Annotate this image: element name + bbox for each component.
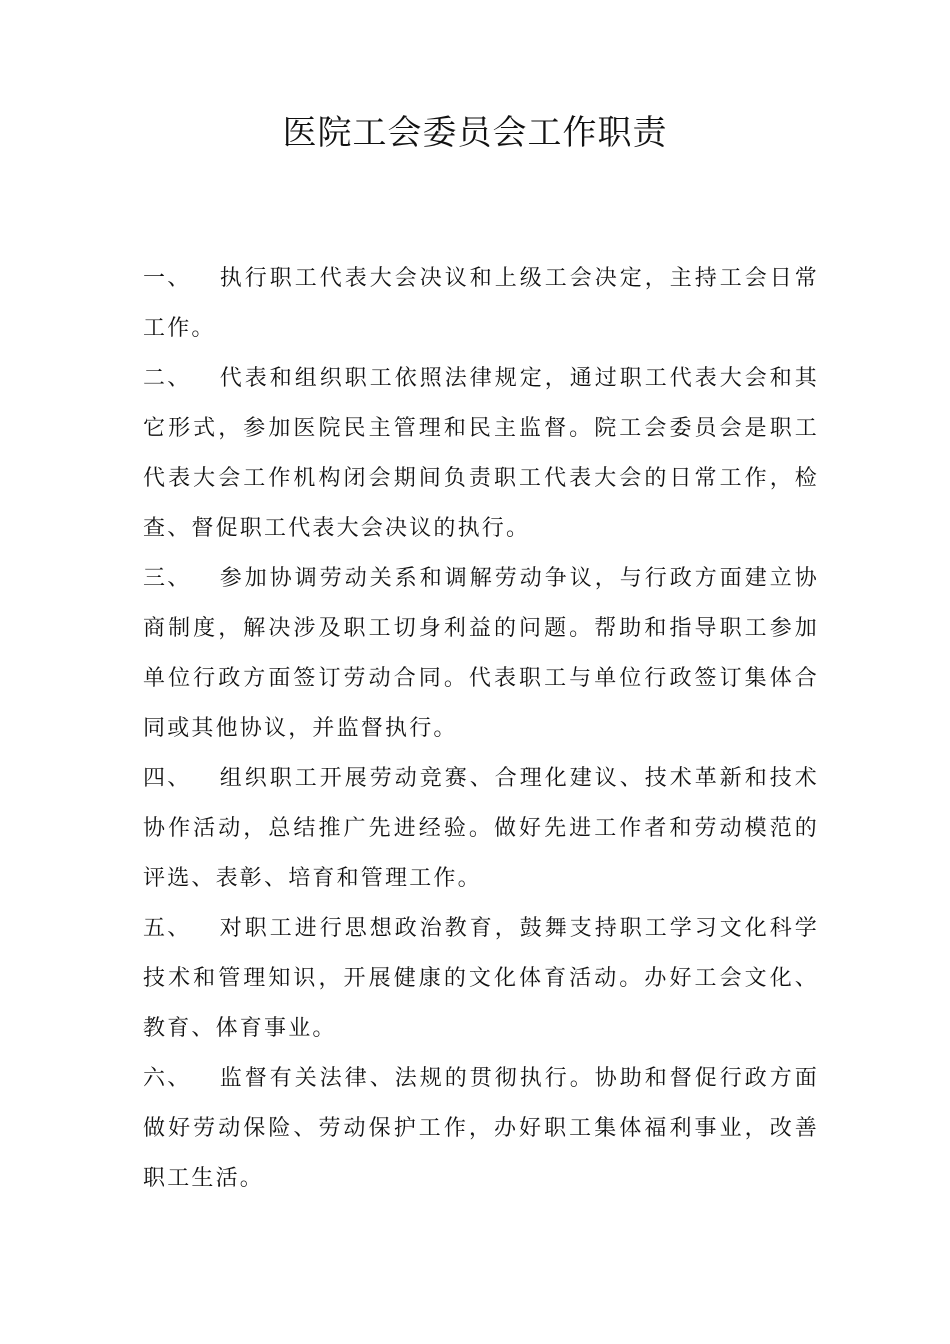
duty-number: 五、 bbox=[143, 916, 192, 941]
duty-text: 对职工进行思想政治教育，鼓舞支持职工学习文化科学技术和管理知识，开展健康的文化体育活动。办好工会文化、教育、体育事业。 bbox=[143, 916, 819, 1041]
page-title: 医院工会委员会工作职责 bbox=[282, 113, 668, 153]
duty-item-6 bbox=[143, 1054, 819, 1204]
duty-text: 组织职工开展劳动竞赛、合理化建议、技术革新和技术协作活动，总结推广先进经验。做好先进工作者和劳动模范的评选、表彰、培育和管理工作。 bbox=[143, 766, 819, 891]
duty-item-3 bbox=[143, 554, 819, 754]
duty-number: 一、 bbox=[143, 266, 192, 291]
duty-text: 代表和组织职工依照法律规定，通过职工代表大会和其它形式，参加医院民主管理和民主监督。院工会委员会是职工代表大会工作机构闭会期间负责职工代表大会的日常工作，检查、督促职工代表大会决议的执行。 bbox=[143, 366, 819, 541]
duty-number: 三、 bbox=[143, 566, 192, 591]
duty-item-4 bbox=[143, 754, 819, 904]
duty-item-1 bbox=[143, 254, 819, 354]
duty-number: 四、 bbox=[143, 766, 192, 791]
duty-text: 监督有关法律、法规的贯彻执行。协助和督促行政方面做好劳动保险、劳动保护工作，办好职工集体福利事业，改善职工生活。 bbox=[143, 1066, 819, 1191]
duty-text: 参加协调劳动关系和调解劳动争议，与行政方面建立协商制度，解决涉及职工切身利益的问题。帮助和指导职工参加单位行政方面签订劳动合同。代表职工与单位行政签订集体合同或其他协议，并监督执行。 bbox=[143, 566, 819, 741]
duty-item-2 bbox=[143, 354, 819, 554]
duty-number: 六、 bbox=[143, 1066, 192, 1091]
duty-item-5 bbox=[143, 904, 819, 1054]
duty-list bbox=[143, 254, 819, 1204]
duty-text: 执行职工代表大会决议和上级工会决定，主持工会日常工作。 bbox=[143, 266, 819, 341]
duty-number: 二、 bbox=[143, 366, 192, 391]
